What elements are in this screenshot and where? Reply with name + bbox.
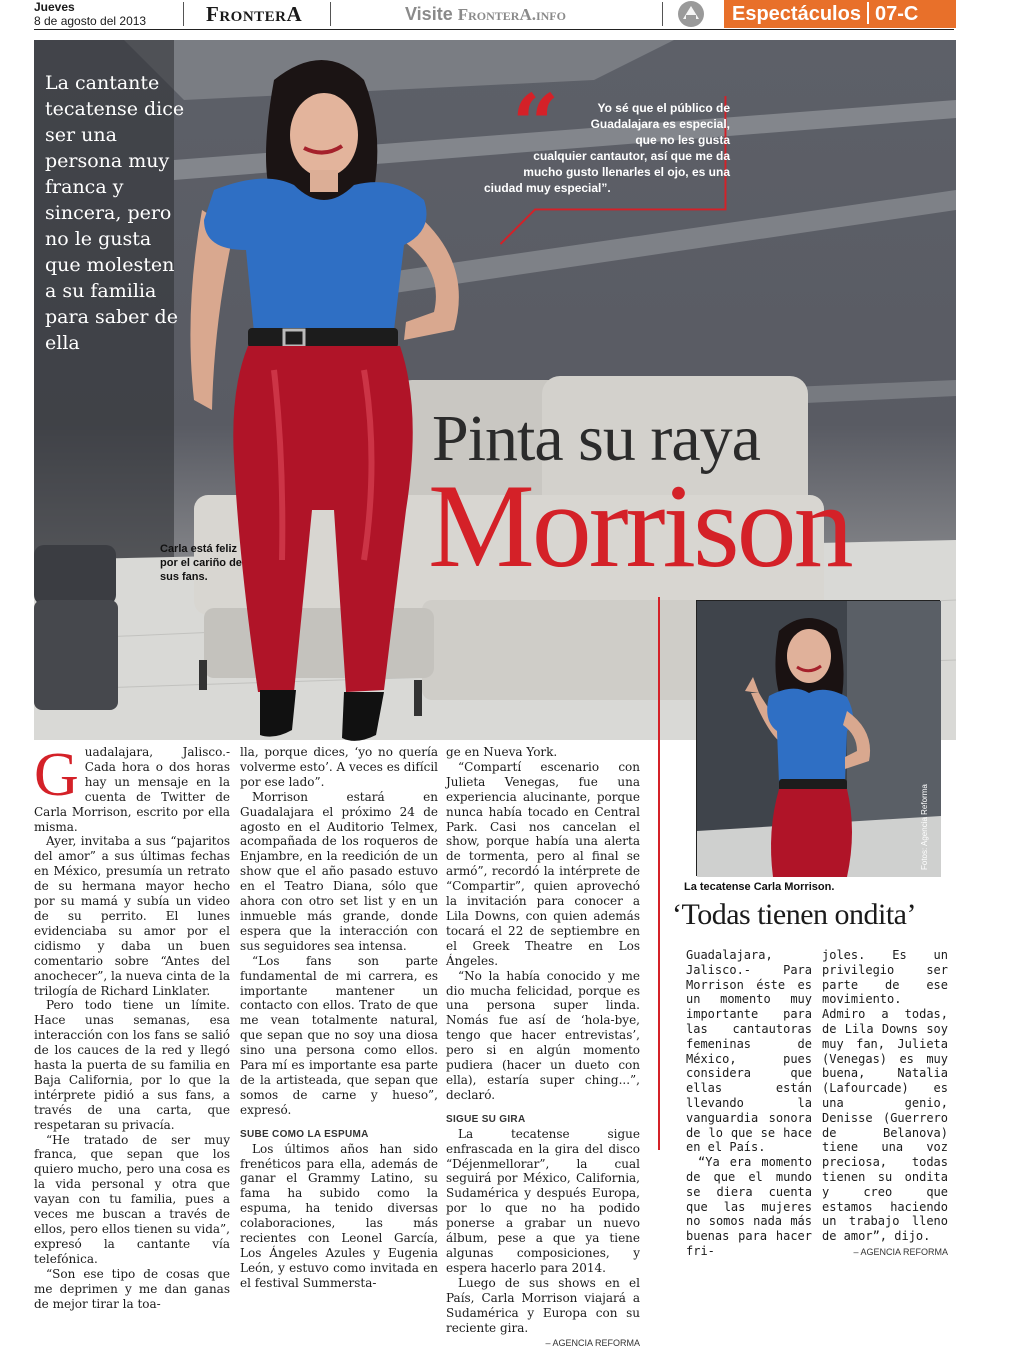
header-divider xyxy=(330,2,331,26)
article-paragraph: “He tratado de ser muy franca, que sepan que los quiero mucho, pero una cosa es la vida personal y otra que vayan con tu familia, pues a veces me buscan a través de ellos, pero ellos tienen su vida”, expresó la cantante vía telefónica. xyxy=(34,1132,230,1266)
visit-prefix: Visite xyxy=(405,4,453,24)
pull-quote-line: que no les gusta xyxy=(635,133,730,147)
hero-intro-text: La cantante tecatense dice ser una persona muy franca y sincera, pero no le gusta que molesten a su familia para saber de ella xyxy=(45,72,185,354)
article-column-3 xyxy=(446,745,640,1349)
article-paragraph: La tecatense sigue enfrascada en la gira del disco “Déjenmellorar”, la cual seguirá por México, California, Sudamérica y después Europa, por lo que no ha podido ponerse a grabar un nuevo álbum, pese a que ya tiene algunas composiciones, y espera hacerlo para 2014. xyxy=(446,1126,640,1275)
drop-cap: G xyxy=(34,741,79,809)
side-byline: – AGENCIA REFORMA xyxy=(853,1246,948,1257)
pull-quote-line: ciudad muy especial”. xyxy=(484,181,611,195)
article-column-1 xyxy=(34,741,230,1311)
article-byline: – AGENCIA REFORMA xyxy=(545,1338,640,1349)
page-number: 07-C xyxy=(874,3,919,25)
article-subhead: SUBE COMO LA ESPUMA xyxy=(240,1128,369,1140)
article-paragraph: Pero todo tiene un límite. Hace unas semanas, esa interacción con los fans se salió de los cauces de la red y llegó hasta la puerta de su familia en Baja California, por lo que la intérprete pidió a sus fans, a través de una carta, que respetaran su privacía. xyxy=(34,998,230,1132)
side-paragraph: joles. Es un privilegio ser parte de ese movimiento. Admiro a todas, de Lila Downs soy muy fan, Julieta (Venegas) es muy buena, Natalia (Lafourcade) es una genio, Denisse (Guerrero de Belanova) tiene una voz preciosa, todas tienen su ondita y creo que estamos haciendo un trabajo lleno de amor”, dijo. xyxy=(822,948,948,1244)
header-day: Jueves xyxy=(34,0,75,14)
article-paragraph: Luego de sus shows en el País, Carla Morrison viajará a Sudamérica y Europa con su reciente gira. xyxy=(446,1275,640,1335)
article-paragraph: lla, porque dices, ‘yo no quería volverme esto’. A veces es difícil por ese lado”. xyxy=(240,745,438,789)
header-divider xyxy=(662,2,663,26)
visit-site-link[interactable] xyxy=(405,4,566,25)
visit-site: FronterA.info xyxy=(457,5,566,24)
side-paragraph: “Ya era momento de que el mundo se diera cuenta que las mujeres no somos nada más buenas para hacer fri- xyxy=(686,1155,812,1258)
pull-quote-line: Guadalajara es especial, xyxy=(590,117,730,131)
side-paragraph: Guadalajara, Jalisco.- Para Morrison éste es un momento muy importante para las cantautoras femeninas de México, pues considera que ellas están llevando la vanguardia sonora de lo que se hace en el País. xyxy=(686,948,812,1155)
page-header xyxy=(0,0,1023,32)
header-rule xyxy=(34,29,954,30)
side-photo-illustration xyxy=(697,601,941,877)
side-photo-caption: La tecatense Carla Morrison. xyxy=(684,881,835,893)
article-subhead: SIGUE SU GIRA xyxy=(446,1113,526,1125)
side-photo xyxy=(696,600,940,876)
header-divider xyxy=(183,2,184,26)
article-column-2 xyxy=(240,745,438,1291)
article-paragraph: uadalajara, Jalisco.- Cada hora o dos horas hay un mensaje en la cuenta de Twitter de Carla Morrison, escrito por ella misma. xyxy=(34,745,230,834)
article-paragraph: Morrison estará en Guadalajara el próximo 24 de agosto en el Auditorio Telmex, acompañada de los roqueros de Enjambre, en la reedición de un show que el año pasado estuvo en el Teatro Diana, sólo que ahora con otro set list y en un inmueble más grande, donde espera que la interacción con sus seguidores sea intensa. xyxy=(240,789,438,953)
article-paragraph: “Los fans son parte fundamental de mi carrera, es importante mantener un contacto con ellos. Trato de que me vean totalmente natural, que sepan que no soy una diosa sino una persona como ellos. Para mí es importante esa parte de la artisteada, que sepan que somos de carne y hueso”, expresó. xyxy=(240,953,438,1117)
pull-quote xyxy=(484,100,730,196)
section-separator xyxy=(867,2,869,24)
pull-quote-line: cualquier cantautor, así que me da xyxy=(533,149,730,163)
article-paragraph: Ayer, invitaba a sus “pajaritos del amor” a sus últimas fechas en México, presumía un retrato de su hermana mayor hecho por su mamá y subía un video de su perrito. El lunes evidenciaba su amor por el cidismo y daba un buen comentario sobre “Antes del anochecer”, la nueva cinta de la trilogía de Richard Linklater. xyxy=(34,834,230,998)
newspaper-logo: FronterA xyxy=(206,2,303,26)
side-story-title: ‘Todas tienen ondita’ xyxy=(672,898,916,931)
article-paragraph: “Son ese tipo de cosas que me deprimen y me dan ganas de mejor tirar la toa- xyxy=(34,1266,230,1311)
quote-mark-icon: “ xyxy=(512,77,554,173)
photo-credit: Fotos: Agencia Reforma xyxy=(920,784,929,870)
publisher-badge-icon xyxy=(678,1,704,27)
section-name: Espectáculos xyxy=(732,3,861,25)
article-paragraph: “Compartí escenario con Julieta Venegas, fue una experiencia alucinante, porque nunca había tocado en Central Park. Casi nos cancelan el show, porque había una alerta de tormenta, pero al final se armó”, recordó la intérprete de “Compartir”, quien aprovechó la invitación para conocer a Lila Downs, con quien además tocará el 22 de septiembre en el Greek Theatre en Los Ángeles. xyxy=(446,759,640,968)
headline-line-2: Morrison xyxy=(428,459,851,592)
pull-quote-line: mucho gusto llenarles el ojo, es una xyxy=(523,165,730,179)
article-paragraph: ge en Nueva York. xyxy=(446,745,558,759)
article-paragraph: Los últimos años han sido frenéticos para ella, además de ganar el Grammy Latino, su fama ha subido como la espuma, ha tenido diversas colaboraciones, las más recientes con Leonel García, Los Ángeles Azules y Eugenia León, y estuvo como invitada en el festival Summersta- xyxy=(240,1141,438,1290)
side-story-column-1 xyxy=(686,948,812,1259)
article-paragraph: “No la había conocido y me dio mucha felicidad, porque es una persona super linda. Nomás fue así de ‘hola-bye, tengo que hacer entrevistas’, pero si en algún momento pudiera (hacer un dueto con ella), estaría super ching...”, declaró. xyxy=(446,968,640,1102)
headline-line-1: Pinta su raya xyxy=(432,402,760,475)
side-story-column-2 xyxy=(822,948,948,1258)
header-date: 8 de agosto del 2013 xyxy=(34,14,147,28)
pull-quote-line: Yo sé que el público de xyxy=(597,101,730,115)
hero-caption: Carla está feliz por el cariño de sus fans. xyxy=(160,543,242,583)
column-divider xyxy=(658,597,660,1150)
section-banner xyxy=(724,0,956,28)
